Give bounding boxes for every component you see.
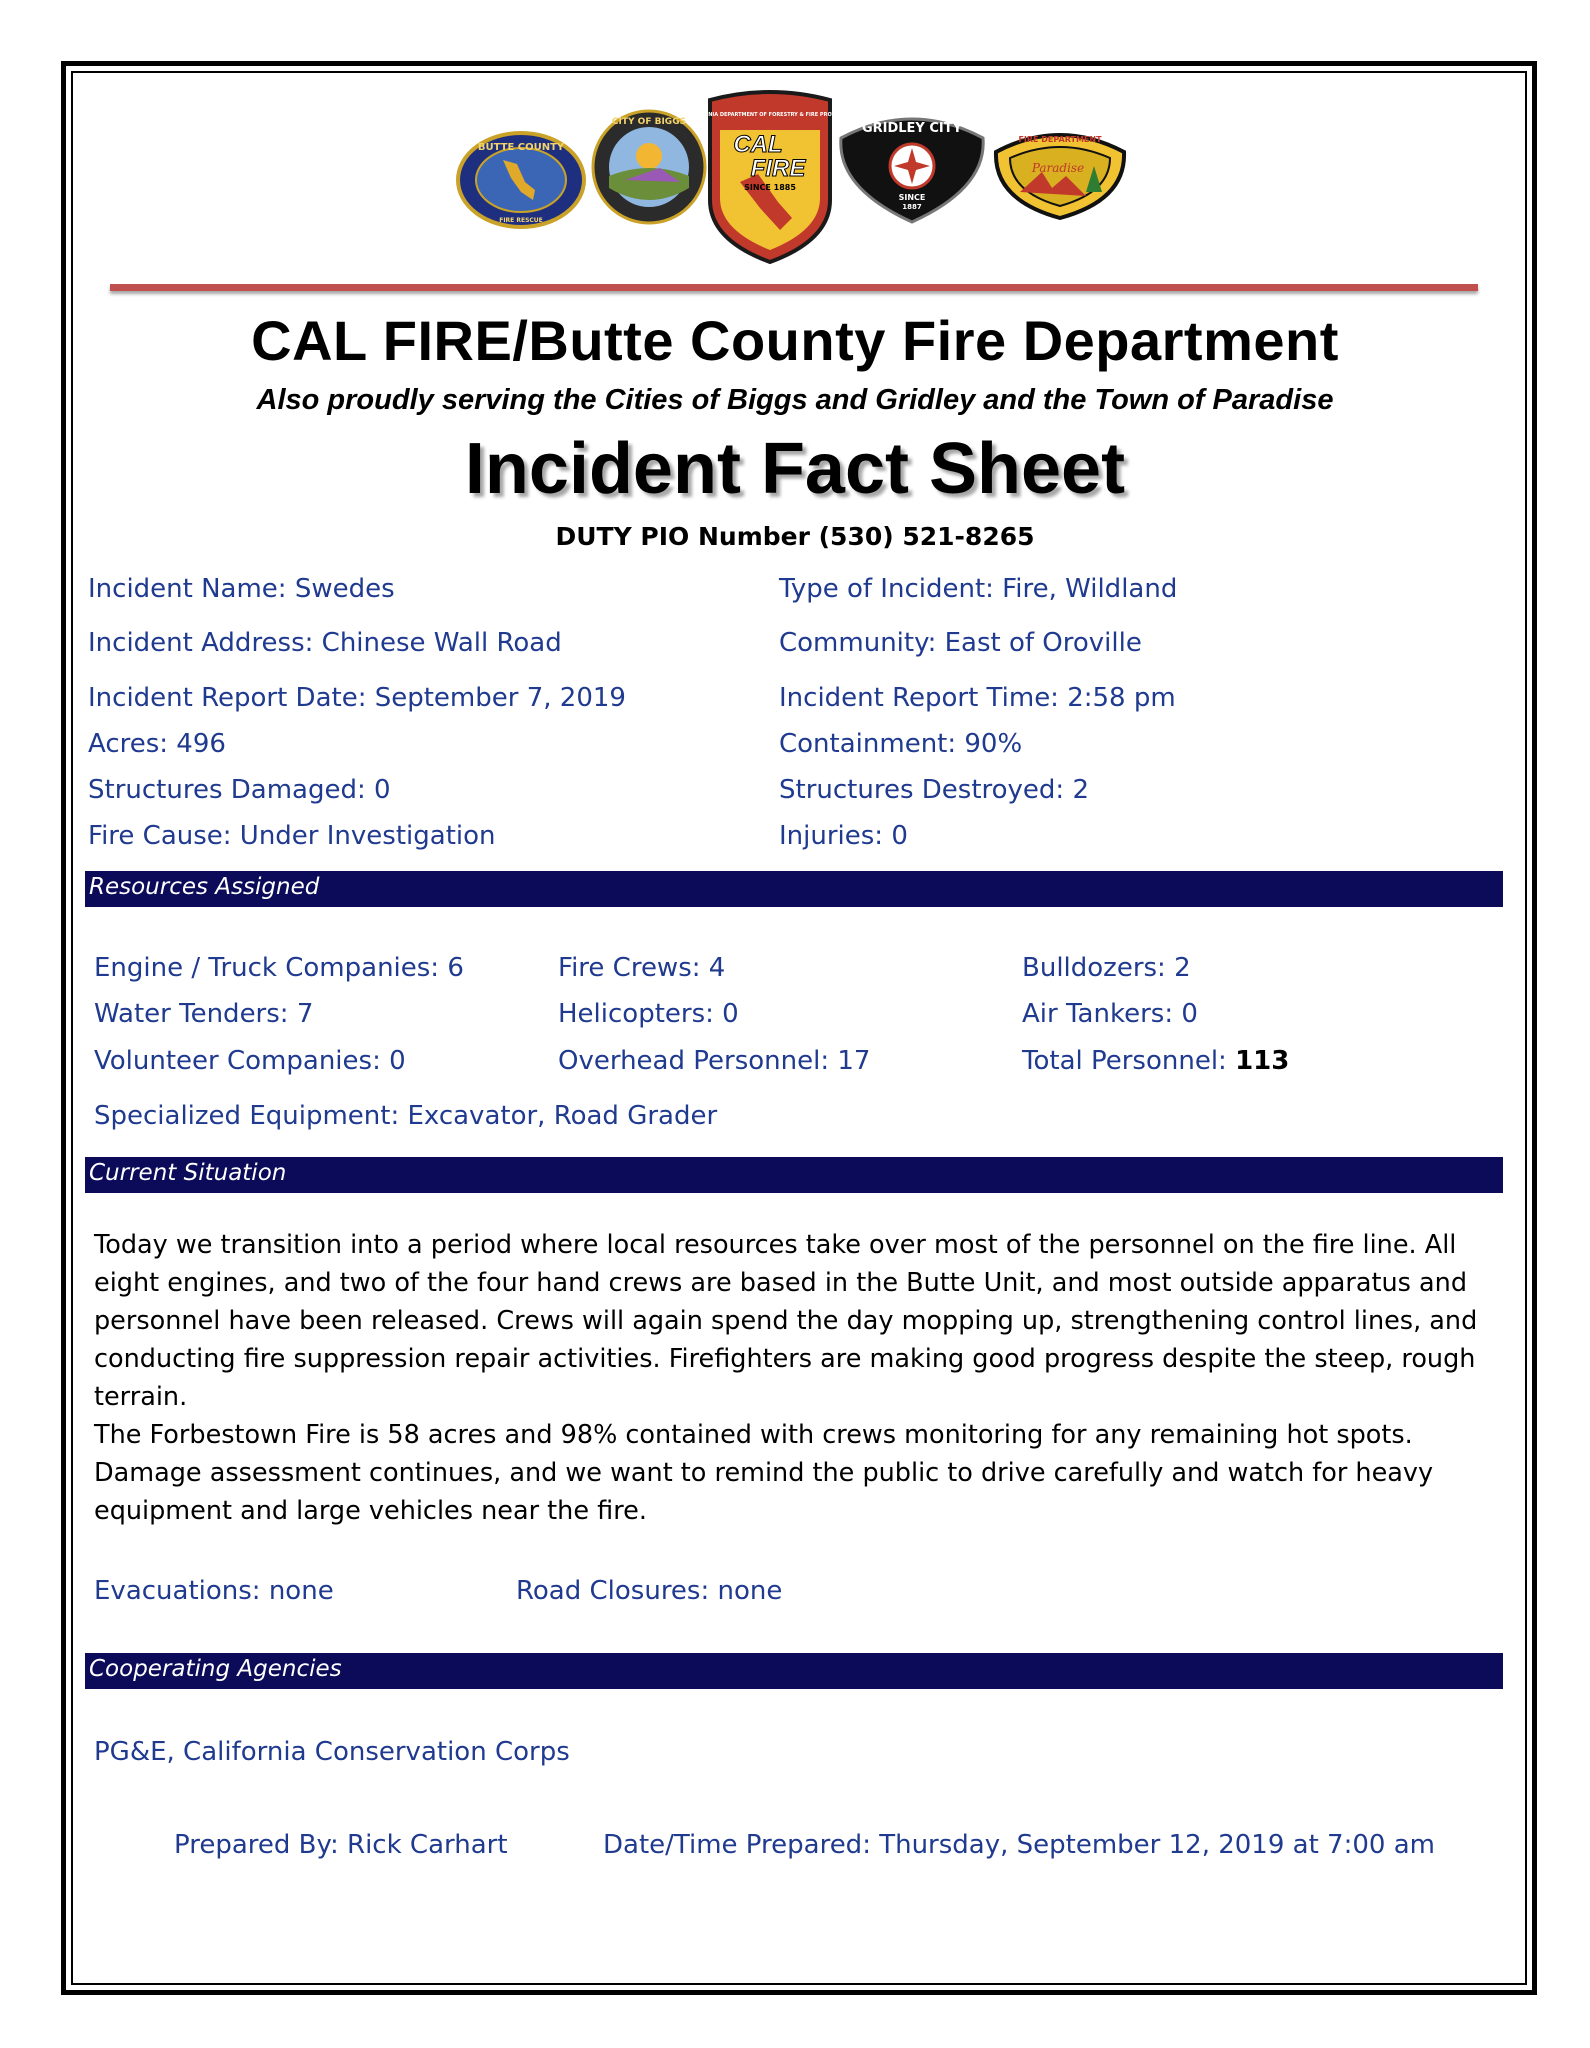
cooperating-agencies-list: PG&E, California Conservation Corps (94, 1737, 570, 1767)
department-subtitle: Also proudly serving the Cities of Biggs and Gridley and the Town of Paradise (256, 384, 1334, 416)
fire-crews: Fire Crews: 4 (558, 953, 726, 983)
incident-acres: Acres: 496 (88, 729, 226, 759)
svg-text:SINCE 1885: SINCE 1885 (744, 183, 796, 192)
injuries: Injuries: 0 (779, 821, 908, 851)
current-situation-header (85, 1157, 1503, 1193)
incident-type: Type of Incident: Fire, Wildland (779, 574, 1178, 604)
svg-text:Paradise: Paradise (1031, 161, 1085, 175)
date-time-prepared: Date/Time Prepared: Thursday, September 12, 2019 at 7:00 am (603, 1830, 1435, 1860)
svg-text:FIRE RESCUE: FIRE RESCUE (499, 217, 543, 224)
overhead-personnel: Overhead Personnel: 17 (558, 1046, 871, 1076)
current-situation-text (94, 1226, 1494, 1530)
helicopters: Helicopters: 0 (558, 999, 739, 1029)
volunteer-companies: Volunteer Companies: 0 (94, 1046, 406, 1076)
bulldozers: Bulldozers: 2 (1022, 953, 1191, 983)
cooperating-agencies-heading: Cooperating Agencies (89, 1656, 342, 1682)
svg-text:GRIDLEY CITY: GRIDLEY CITY (861, 121, 963, 136)
water-tenders: Water Tenders: 7 (94, 999, 314, 1029)
engine-truck-companies: Engine / Truck Companies: 6 (94, 953, 464, 983)
header-divider (110, 284, 1478, 291)
svg-text:FIRE DEPARTMENT: FIRE DEPARTMENT (1018, 135, 1102, 144)
page-title: Incident Fact Sheet (464, 429, 1126, 509)
butte-county-fire-rescue-logo (455, 130, 587, 230)
svg-text:CITY OF BIGGS: CITY OF BIGGS (611, 117, 687, 127)
svg-text:CAL: CAL (733, 131, 783, 158)
structures-destroyed: Structures Destroyed: 2 (779, 775, 1089, 805)
paradise-fire-department-logo (990, 122, 1130, 222)
svg-text:FIRE: FIRE (750, 155, 806, 182)
situation-paragraph: Today we transition into a period where local resources take over most of the personnel on the fire line. All eight engines, and two of the four hand crews are based in the Butte Unit, and most outside apparatus and personnel have been released. Crews will again spend the day mopping up, strengthening control lines, and conducting fire suppression repair activities. Firefighters are making good progress despite the steep, rough terrain. (94, 1230, 1478, 1412)
cooperating-agencies-header (85, 1653, 1503, 1689)
total-personnel (1022, 1046, 1289, 1076)
incident-address: Incident Address: Chinese Wall Road (88, 628, 562, 658)
resources-assigned-header (85, 871, 1503, 907)
svg-text:1887: 1887 (902, 203, 922, 211)
structures-damaged: Structures Damaged: 0 (88, 775, 391, 805)
svg-text:BUTTE COUNTY: BUTTE COUNTY (477, 142, 565, 153)
incident-report-time: Incident Report Time: 2:58 pm (779, 683, 1176, 713)
road-closures: Road Closures: none (516, 1576, 783, 1606)
svg-text:SINCE: SINCE (898, 193, 926, 202)
specialized-equipment: Specialized Equipment: Excavator, Road Grader (94, 1101, 718, 1131)
current-situation-heading: Current Situation (89, 1160, 287, 1186)
prepared-by: Prepared By: Rick Carhart (174, 1830, 508, 1860)
incident-containment: Containment: 90% (779, 729, 1023, 759)
agency-logos (455, 90, 1145, 270)
evacuations: Evacuations: none (94, 1576, 334, 1606)
incident-community: Community: East of Oroville (779, 628, 1142, 658)
svg-text:CALIFORNIA DEPARTMENT OF FORES: CALIFORNIA DEPARTMENT OF FORESTRY & FIRE PROTECTION (684, 112, 856, 118)
incident-report-date: Incident Report Date: September 7, 2019 (88, 683, 626, 713)
fire-cause: Fire Cause: Under Investigation (88, 821, 496, 851)
situation-paragraph: The Forbestown Fire is 58 acres and 98% contained with crews monitoring for any remaining hot spots. Damage assessment continues, and we want to remind the public to drive carefully and watch for heavy equipment and large vehicles near the fire. (94, 1420, 1434, 1526)
city-of-biggs-seal (590, 108, 708, 226)
air-tankers: Air Tankers: 0 (1022, 999, 1198, 1029)
department-name: CAL FIRE/Butte County Fire Department (251, 309, 1339, 372)
incident-name: Incident Name: Swedes (88, 574, 395, 604)
total-personnel-value: 113 (1235, 1046, 1290, 1076)
total-personnel-label: Total Personnel: (1022, 1046, 1236, 1076)
resources-assigned-heading: Resources Assigned (89, 874, 320, 900)
duty-pio-number: DUTY PIO Number (530) 521-8265 (555, 522, 1035, 551)
cal-fire-logo (684, 90, 856, 265)
gridley-city-logo (837, 108, 987, 226)
